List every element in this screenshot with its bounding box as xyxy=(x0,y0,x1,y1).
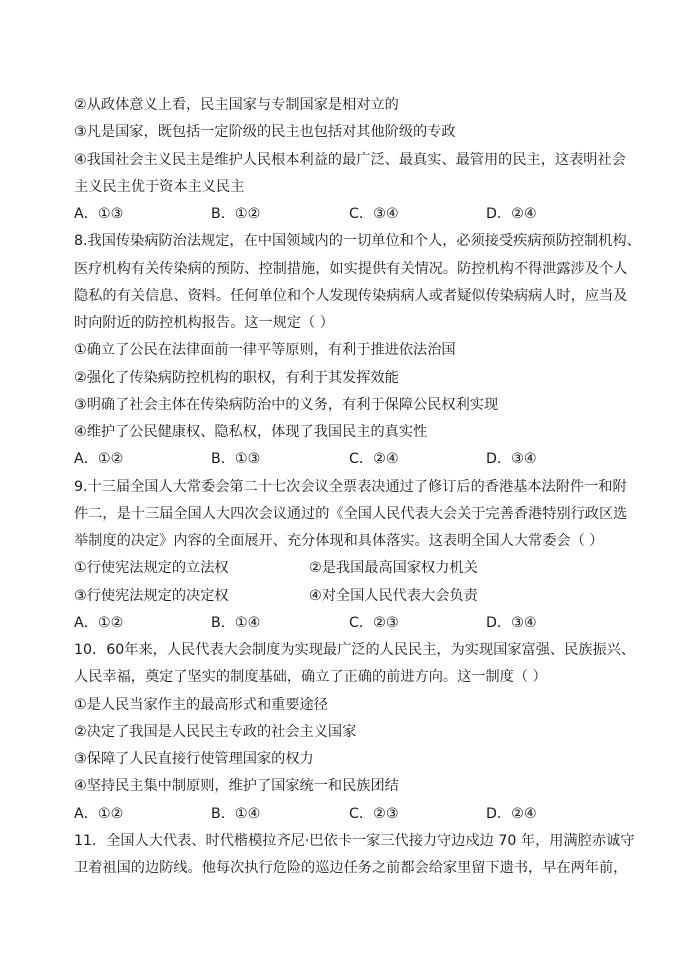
q7-statement-4: ④我国社会主义民主是维护人民根本利益的最广泛、最真实、最管用的民主，这表明社会 xyxy=(74,152,626,168)
q9-option-d: D．③④ xyxy=(486,615,537,631)
q10-stem-line-1: 10．60年来，人民代表大会制度为实现最广泛的人民民主，为实现国家富强、民族振兴、 xyxy=(74,642,636,658)
q10-option-b: B．①④ xyxy=(211,806,261,822)
q9-statements-row-1 xyxy=(74,559,634,577)
q7-option-a: A．①③ xyxy=(74,206,124,222)
q9-option-b: B．①④ xyxy=(211,615,261,631)
q9-option-a: A．①② xyxy=(74,615,124,631)
q7-statement-4-cont: 主义民主优于资本主义民主 xyxy=(74,179,245,195)
q10-option-d: D．②④ xyxy=(486,806,537,822)
q8-statement-3: ③明确了社会主体在传染病防治中的义务，有利于保障公民权利实现 xyxy=(74,397,499,413)
q8-statement-1: ①确立了公民在法律面前一律平等原则，有利于推进依法治国 xyxy=(74,342,456,358)
q8-stem-line-1: 8.我国传染病防治法规定，在中国领域内的一切单位和个人，必须接受疾病预防控制机构、 xyxy=(74,233,641,249)
q11-stem-line-1: 11．全国人大代表、时代楷模拉齐尼·巴依卡一家三代接力守边戍边 70 年，用满腔赤诚守 xyxy=(74,833,635,849)
q10-options xyxy=(74,805,634,823)
q9-options xyxy=(74,614,634,632)
q8-option-b: B．①③ xyxy=(211,451,261,467)
q9-statement-4: ④对全国人民代表大会负责 xyxy=(309,588,478,604)
q10-stem-line-2: 人民幸福，奠定了坚实的制度基础，确立了正确的前进方向。这一制度（ ） xyxy=(74,669,547,685)
q7-options xyxy=(74,205,634,223)
q8-option-c: C．②④ xyxy=(349,451,399,467)
q8-option-d: D．③④ xyxy=(486,451,537,467)
q9-option-c: C．②③ xyxy=(349,615,399,631)
q9-stem-line-2: 件二，是十三届全国人大四次会议通过的《全国人民代表大会关于完善香港特别行政区选 xyxy=(74,506,628,522)
q10-option-a: A．①② xyxy=(74,806,124,822)
q7-option-d: D．②④ xyxy=(486,206,537,222)
q9-statement-1: ①行使宪法规定的立法权 xyxy=(74,560,229,576)
q8-stem-line-2: 医疗机构有关传染病的预防、控制措施，如实提供有关情况。防控机构不得泄露涉及个人 xyxy=(74,261,628,277)
q9-stem-line-1: 9.十三届全国人大常委会第二十七次会议全票表决通过了修订后的香港基本法附件一和附 xyxy=(74,479,627,495)
q9-statements-row-2 xyxy=(74,587,634,605)
q10-option-c: C．②③ xyxy=(349,806,399,822)
q8-options xyxy=(74,450,634,468)
q8-statement-4: ④维护了公民健康权、隐私权，体现了我国民主的真实性 xyxy=(74,424,428,440)
q8-stem-line-3: 隐私的有关信息、资料。任何单位和个人发现传染病病人或者疑似传染病病人时，应当及 xyxy=(74,288,628,304)
q8-stem-line-4: 时向附近的防控机构报告。这一规定（ ） xyxy=(74,315,334,331)
q11-stem-line-2: 卫着祖国的边防线。他每次执行危险的巡边任务之前都会给家里留下遗书，早在两年前， xyxy=(74,860,628,876)
q7-statement-2: ②从政体意义上看，民主国家与专制国家是相对立的 xyxy=(74,97,399,113)
q8-statement-2: ②强化了传染病防控机构的职权，有利于其发挥效能 xyxy=(74,370,399,386)
q10-statement-2: ②决定了我国是人民民主专政的社会主义国家 xyxy=(74,724,357,740)
q10-statement-3: ③保障了人民直接行使管理国家的权力 xyxy=(74,751,314,767)
q9-stem-line-3: 举制度的决定》内容的全面展开、充分体现和具体落实。这表明全国人大常委会（ ） xyxy=(74,533,604,549)
q9-statement-3: ③行使宪法规定的决定权 xyxy=(74,588,229,604)
q9-statement-2: ②是我国最高国家权力机关 xyxy=(309,560,478,576)
q7-option-c: C．③④ xyxy=(349,206,399,222)
q10-statement-1: ①是人民当家作主的最高形式和重要途径 xyxy=(74,697,328,713)
q7-option-b: B．①② xyxy=(211,206,261,222)
q10-statement-4: ④坚持民主集中制原则，维护了国家统一和民族团结 xyxy=(74,778,399,794)
q8-option-a: A．①② xyxy=(74,451,124,467)
q7-statement-3: ③凡是国家，既包括一定阶级的民主也包括对其他阶级的专政 xyxy=(74,124,456,140)
